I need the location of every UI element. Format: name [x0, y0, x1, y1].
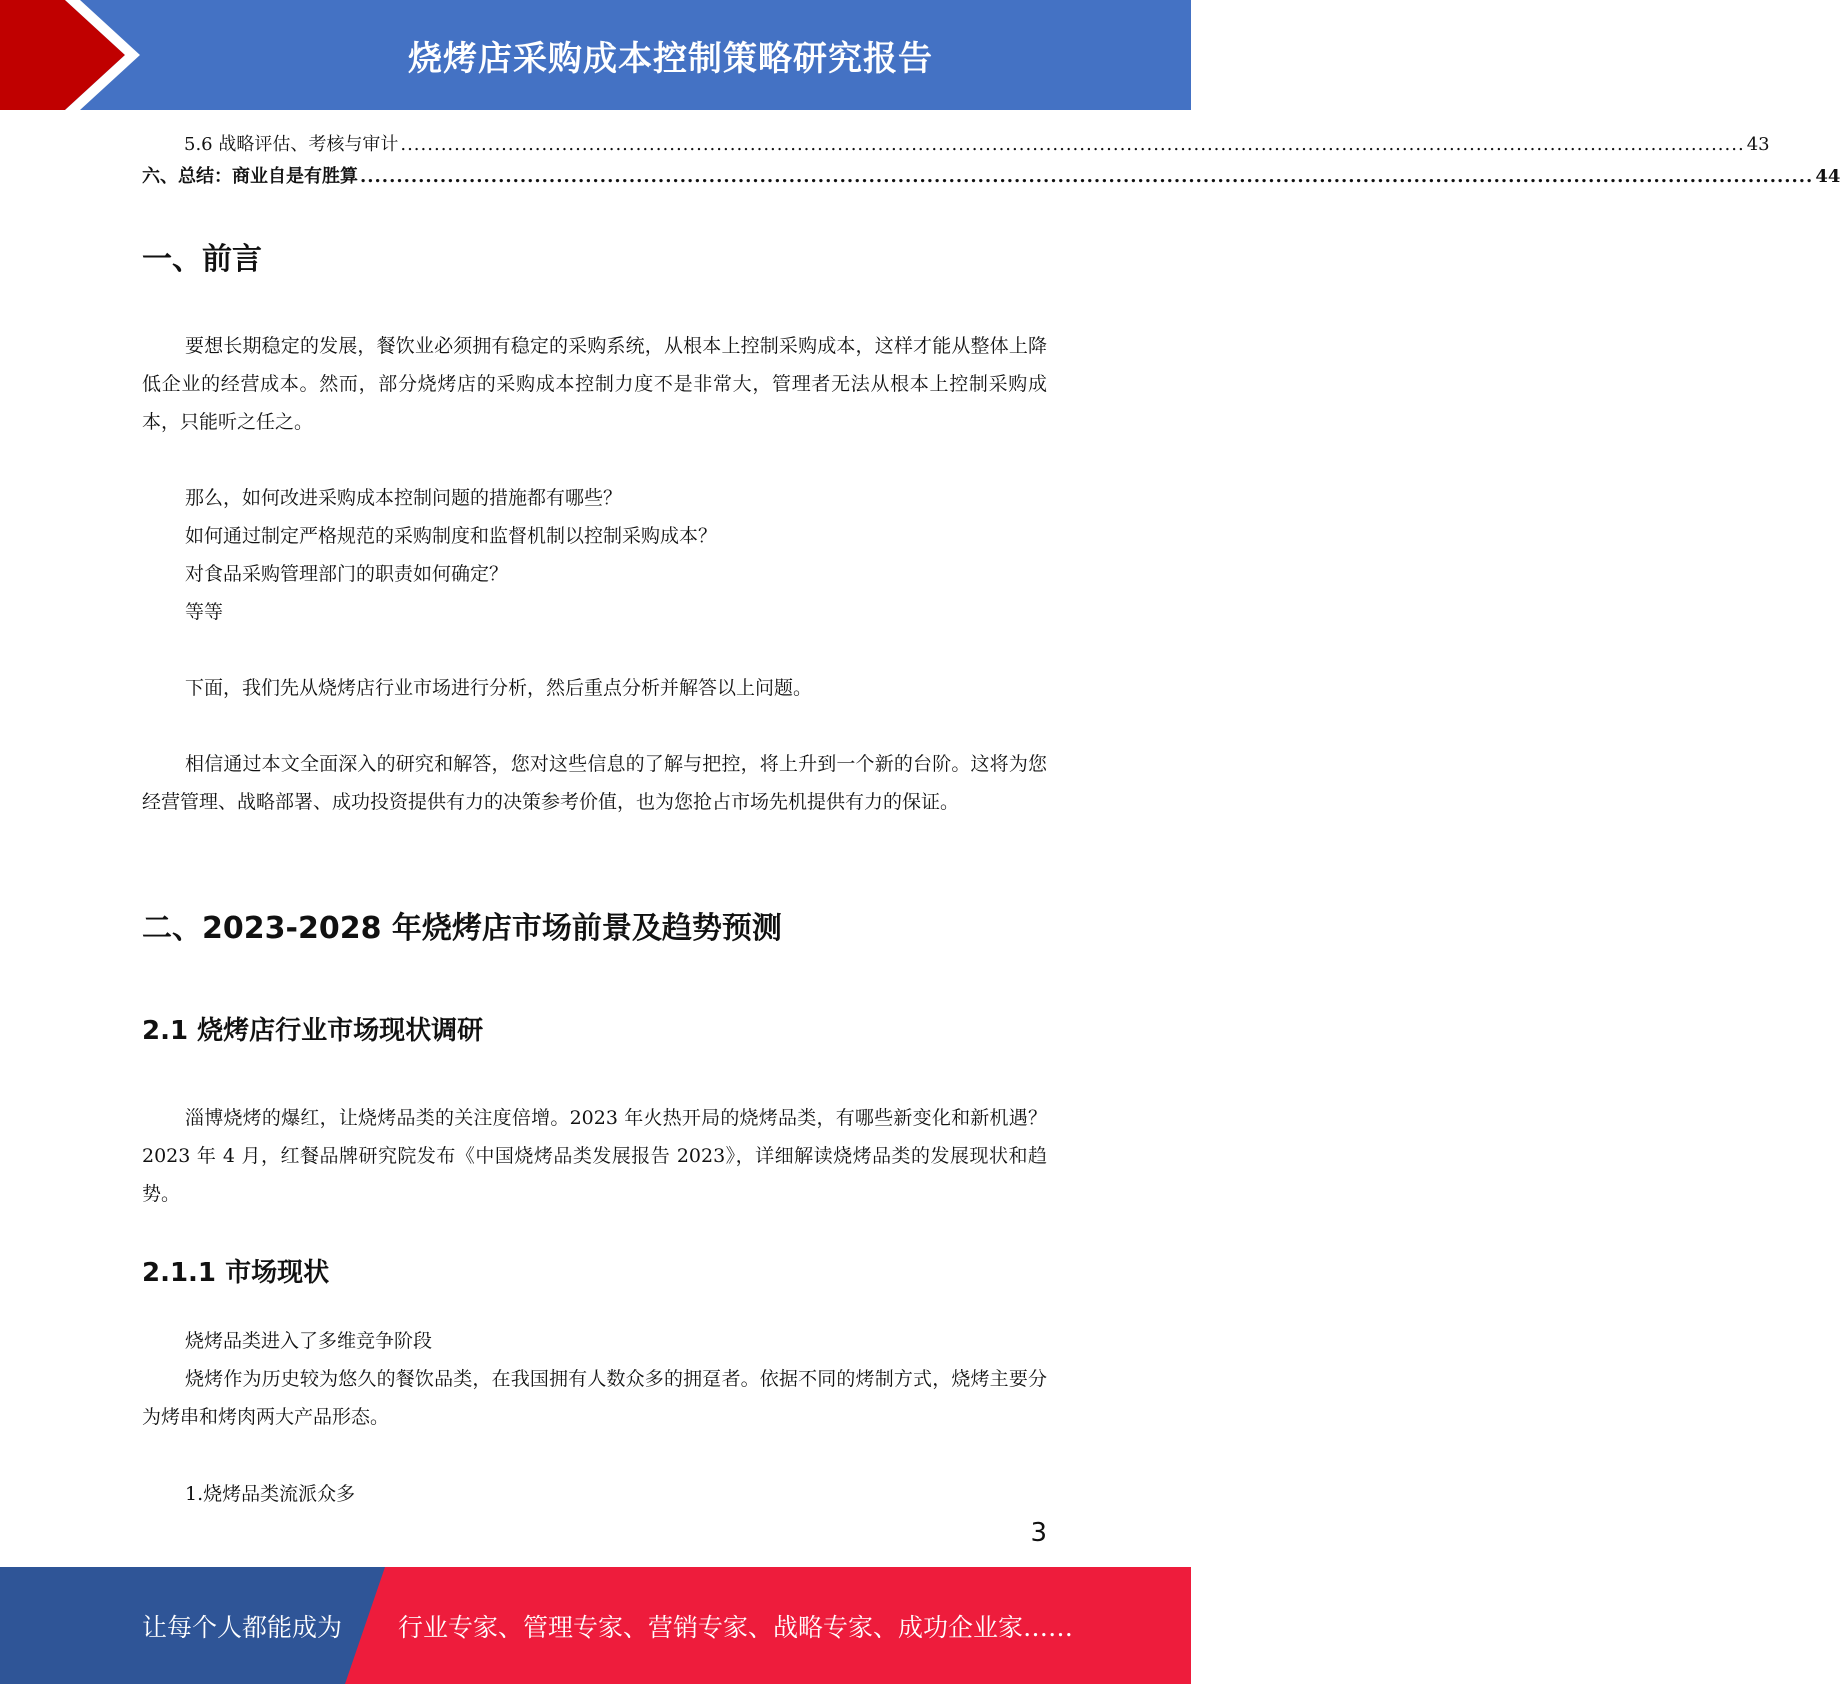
toc-leader-dots: ........................................................................................................................................................................................................ [400, 134, 1745, 155]
paragraph: 淄博烧烤的爆红，让烧烤品类的关注度倍增。2023 年火热开局的烧烤品类，有哪些新变化和新机遇？2023 年 4 月，红餐品牌研究院发布《中国烧烤品类发展报告 2023》，详细解读烧烤品类的发展现状和趋势。 [142, 1107, 1047, 1205]
subsection-heading: 2.1.1 市场现状 [142, 1258, 330, 1288]
paragraph: 烧烤作为历史较为悠久的餐饮品类，在我国拥有人数众多的拥趸者。依据不同的烤制方式，烧烤主要分为烤串和烤肉两大产品形态。 [142, 1368, 1047, 1428]
paragraph: 下面，我们先从烧烤店行业市场进行分析，然后重点分析并解答以上问题。 [185, 677, 813, 699]
subsection-heading: 2.1 烧烤店行业市场现状调研 [142, 1016, 484, 1046]
toc-entry-page: 44 [1815, 166, 1840, 187]
footer-slogan-left: 让每个人都能成为 [142, 1612, 343, 1642]
question-line: 如何通过制定严格规范的采购制度和监督机制以控制采购成本？ [185, 525, 718, 547]
page-number: 3 [1030, 1518, 1047, 1548]
list-item: 1.烧烤品类流派众多 [185, 1483, 356, 1505]
toc-entry[interactable] [142, 162, 1840, 188]
text-line: 烧烤品类进入了多维竞争阶段 [185, 1330, 433, 1352]
page-header [0, 0, 1191, 110]
page-footer [0, 1567, 1191, 1684]
question-line: 那么，如何改进采购成本控制问题的措施都有哪些？ [185, 487, 623, 509]
toc-entry-label: 5.6 战略评估、考核与审计 [184, 134, 399, 155]
paragraph: 相信通过本文全面深入的研究和解答，您对这些信息的了解与把控，将上升到一个新的台阶。这将为您经营管理、战略部署、成功投资提供有力的决策参考价值，也为您抢占市场先机提供有力的保证。 [142, 753, 1047, 813]
paragraph: 要想长期稳定的发展，餐饮业必须拥有稳定的采购系统，从根本上控制采购成本，这样才能从整体上降低企业的经营成本。然而，部分烧烤店的采购成本控制力度不是非常大，管理者无法从根本上控制采购成本，只能听之任之。 [142, 335, 1047, 433]
section-heading: 一、前言 [142, 242, 262, 277]
toc-entry-label: 六、总结：商业自是有胜算 [142, 166, 358, 187]
section-heading: 二、2023-2028 年烧烤店市场前景及趋势预测 [142, 911, 782, 946]
toc-leader-dots: ........................................................................................................................................................................................................ [360, 166, 1814, 187]
question-line: 对食品采购管理部门的职责如何确定？ [185, 563, 509, 585]
footer-slogan-right: 行业专家、管理专家、营销专家、战略专家、成功企业家…… [398, 1612, 1074, 1642]
red-arrow-logo-icon [0, 0, 150, 110]
toc-entry[interactable] [142, 130, 1770, 156]
toc-entry-page: 43 [1746, 134, 1770, 155]
header-title: 烧烤店采购成本控制策略研究报告 [408, 38, 933, 79]
question-line: 等等 [185, 601, 224, 623]
